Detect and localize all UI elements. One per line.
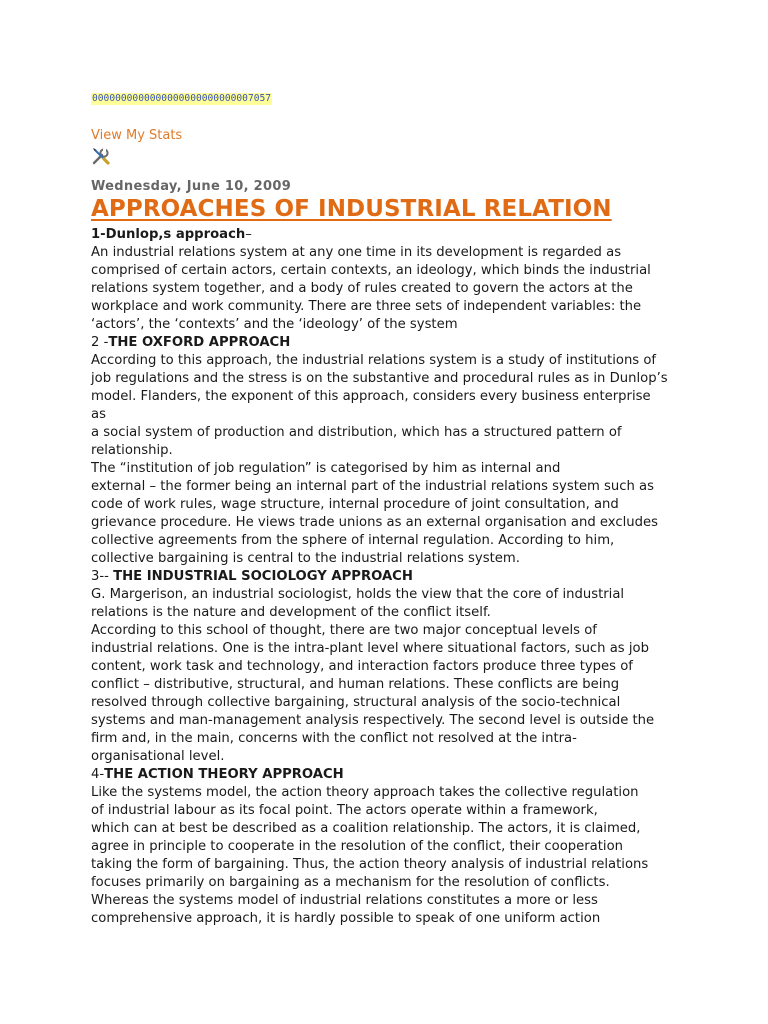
body-line bbox=[91, 496, 691, 514]
post-date: Wednesday, June 10, 2009 bbox=[91, 179, 292, 194]
body-line bbox=[91, 586, 691, 604]
section-heading: THE ACTION THEORY APPROACH bbox=[104, 767, 344, 782]
body-line bbox=[91, 370, 691, 388]
section-number: 3-- bbox=[91, 569, 114, 584]
body-text: Like the systems model, the action theory approach takes the collective regulation bbox=[91, 785, 639, 800]
body-line bbox=[91, 712, 691, 730]
body-line bbox=[91, 568, 691, 586]
body-text: a social system of production and distribution, which has a structured pattern of bbox=[91, 425, 622, 440]
body-text: external – the former being an internal part of the industrial relations system such as bbox=[91, 479, 654, 494]
body-line bbox=[91, 802, 691, 820]
body-line bbox=[91, 784, 691, 802]
section-number: 2 - bbox=[91, 335, 109, 350]
body-line bbox=[91, 766, 691, 784]
body-line bbox=[91, 604, 691, 622]
body-line bbox=[91, 334, 691, 352]
body-line bbox=[91, 406, 691, 424]
body-text: job regulations and the stress is on the substantive and procedural rules as in Dunlop’s bbox=[91, 371, 668, 386]
body-line bbox=[91, 622, 691, 640]
tools-icon[interactable] bbox=[91, 146, 111, 166]
body-line bbox=[91, 694, 691, 712]
body-text: resolved through collective bargaining, structural analysis of the socio-technical bbox=[91, 695, 621, 710]
body-text: Whereas the systems model of industrial relations constitutes a more or less bbox=[91, 893, 598, 908]
body-line bbox=[91, 352, 691, 370]
section-heading: THE OXFORD APPROACH bbox=[108, 335, 291, 350]
body-line bbox=[91, 262, 691, 280]
body-text: of industrial labour as its focal point. The actors operate within a framework, bbox=[91, 803, 598, 818]
body-text: organisational level. bbox=[91, 749, 225, 764]
body-text: firm and, in the main, concerns with the conflict not resolved at the intra- bbox=[91, 731, 577, 746]
body-text: as bbox=[91, 407, 106, 422]
body-line bbox=[91, 244, 691, 262]
body-text: focuses primarily on bargaining as a mechanism for the resolution of conflicts. bbox=[91, 875, 610, 890]
body-text: relations system together, and a body of rules created to govern the actors at the bbox=[91, 281, 633, 296]
body-text: – bbox=[245, 227, 252, 242]
body-text: G. Margerison, an industrial sociologist, holds the view that the core of industrial bbox=[91, 587, 625, 602]
body-line bbox=[91, 874, 691, 892]
body-text: relationship. bbox=[91, 443, 173, 458]
body-line bbox=[91, 640, 691, 658]
body-line bbox=[91, 424, 691, 442]
body-text: industrial relations. One is the intra-plant level where situational factors, such as job bbox=[91, 641, 649, 656]
section-number: 4- bbox=[91, 767, 105, 782]
body-text: According to this approach, the industrial relations system is a study of institutions of bbox=[91, 353, 657, 368]
body-line bbox=[91, 856, 691, 874]
body-text: The “institution of job regulation” is categorised by him as internal and bbox=[91, 461, 561, 476]
body-text: grievance procedure. He views trade unions as an external organisation and excludes bbox=[91, 515, 658, 530]
post-title[interactable]: APPROACHES OF INDUSTRIAL RELATION bbox=[91, 196, 612, 222]
body-text: model. Flanders, the exponent of this approach, considers every business enterprise bbox=[91, 389, 651, 404]
body-text: content, work task and technology, and interaction factors produce three types of bbox=[91, 659, 633, 674]
body-text: relations is the nature and development of the conflict itself. bbox=[91, 605, 491, 620]
body-line bbox=[91, 514, 691, 532]
body-text: code of work rules, wage structure, internal procedure of joint consultation, and bbox=[91, 497, 619, 512]
body-line bbox=[91, 280, 691, 298]
body-text: comprehensive approach, it is hardly possible to speak of one uniform action bbox=[91, 911, 601, 926]
body-line bbox=[91, 838, 691, 856]
body-line bbox=[91, 226, 691, 244]
body-text: systems and man-management analysis respectively. The second level is outside the bbox=[91, 713, 655, 728]
body-text: conflict – distributive, structural, and human relations. These conflicts are being bbox=[91, 677, 620, 692]
body-line bbox=[91, 748, 691, 766]
body-text: According to this school of thought, there are two major conceptual levels of bbox=[91, 623, 597, 638]
body-line bbox=[91, 442, 691, 460]
body-text: ‘actors’, the ‘contexts’ and the ‘ideology’ of the system bbox=[91, 317, 458, 332]
body-text: taking the form of bargaining. Thus, the action theory analysis of industrial relations bbox=[91, 857, 649, 872]
body-line bbox=[91, 460, 691, 478]
body-text: An industrial relations system at any one time in its development is regarded as bbox=[91, 245, 622, 260]
section-heading: THE INDUSTRIAL SOCIOLOGY APPROACH bbox=[113, 569, 413, 584]
body-line bbox=[91, 676, 691, 694]
body-line bbox=[91, 298, 691, 316]
section-heading: 1-Dunlop,s approach bbox=[91, 227, 246, 242]
body-line bbox=[91, 532, 691, 550]
body-text: agree in principle to cooperate in the resolution of the conflict, their cooperation bbox=[91, 839, 624, 854]
body-line bbox=[91, 388, 691, 406]
body-text: collective bargaining is central to the industrial relations system. bbox=[91, 551, 520, 566]
view-my-stats-link[interactable]: View My Stats bbox=[91, 128, 183, 143]
body-text: workplace and work community. There are three sets of independent variables: the bbox=[91, 299, 642, 314]
body-line bbox=[91, 820, 691, 838]
body-line bbox=[91, 316, 691, 334]
post-body bbox=[91, 226, 691, 928]
body-text: collective agreements from the sphere of internal regulation. According to him, bbox=[91, 533, 615, 548]
body-text: comprised of certain actors, certain contexts, an ideology, which binds the industrial bbox=[91, 263, 651, 278]
body-line bbox=[91, 550, 691, 568]
body-text: which can at best be described as a coalition relationship. The actors, it is claimed, bbox=[91, 821, 641, 836]
body-line bbox=[91, 910, 691, 928]
hit-counter: 0000000000000000000000000007057 bbox=[92, 93, 272, 104]
body-line bbox=[91, 730, 691, 748]
body-line bbox=[91, 892, 691, 910]
body-line bbox=[91, 478, 691, 496]
body-line bbox=[91, 658, 691, 676]
